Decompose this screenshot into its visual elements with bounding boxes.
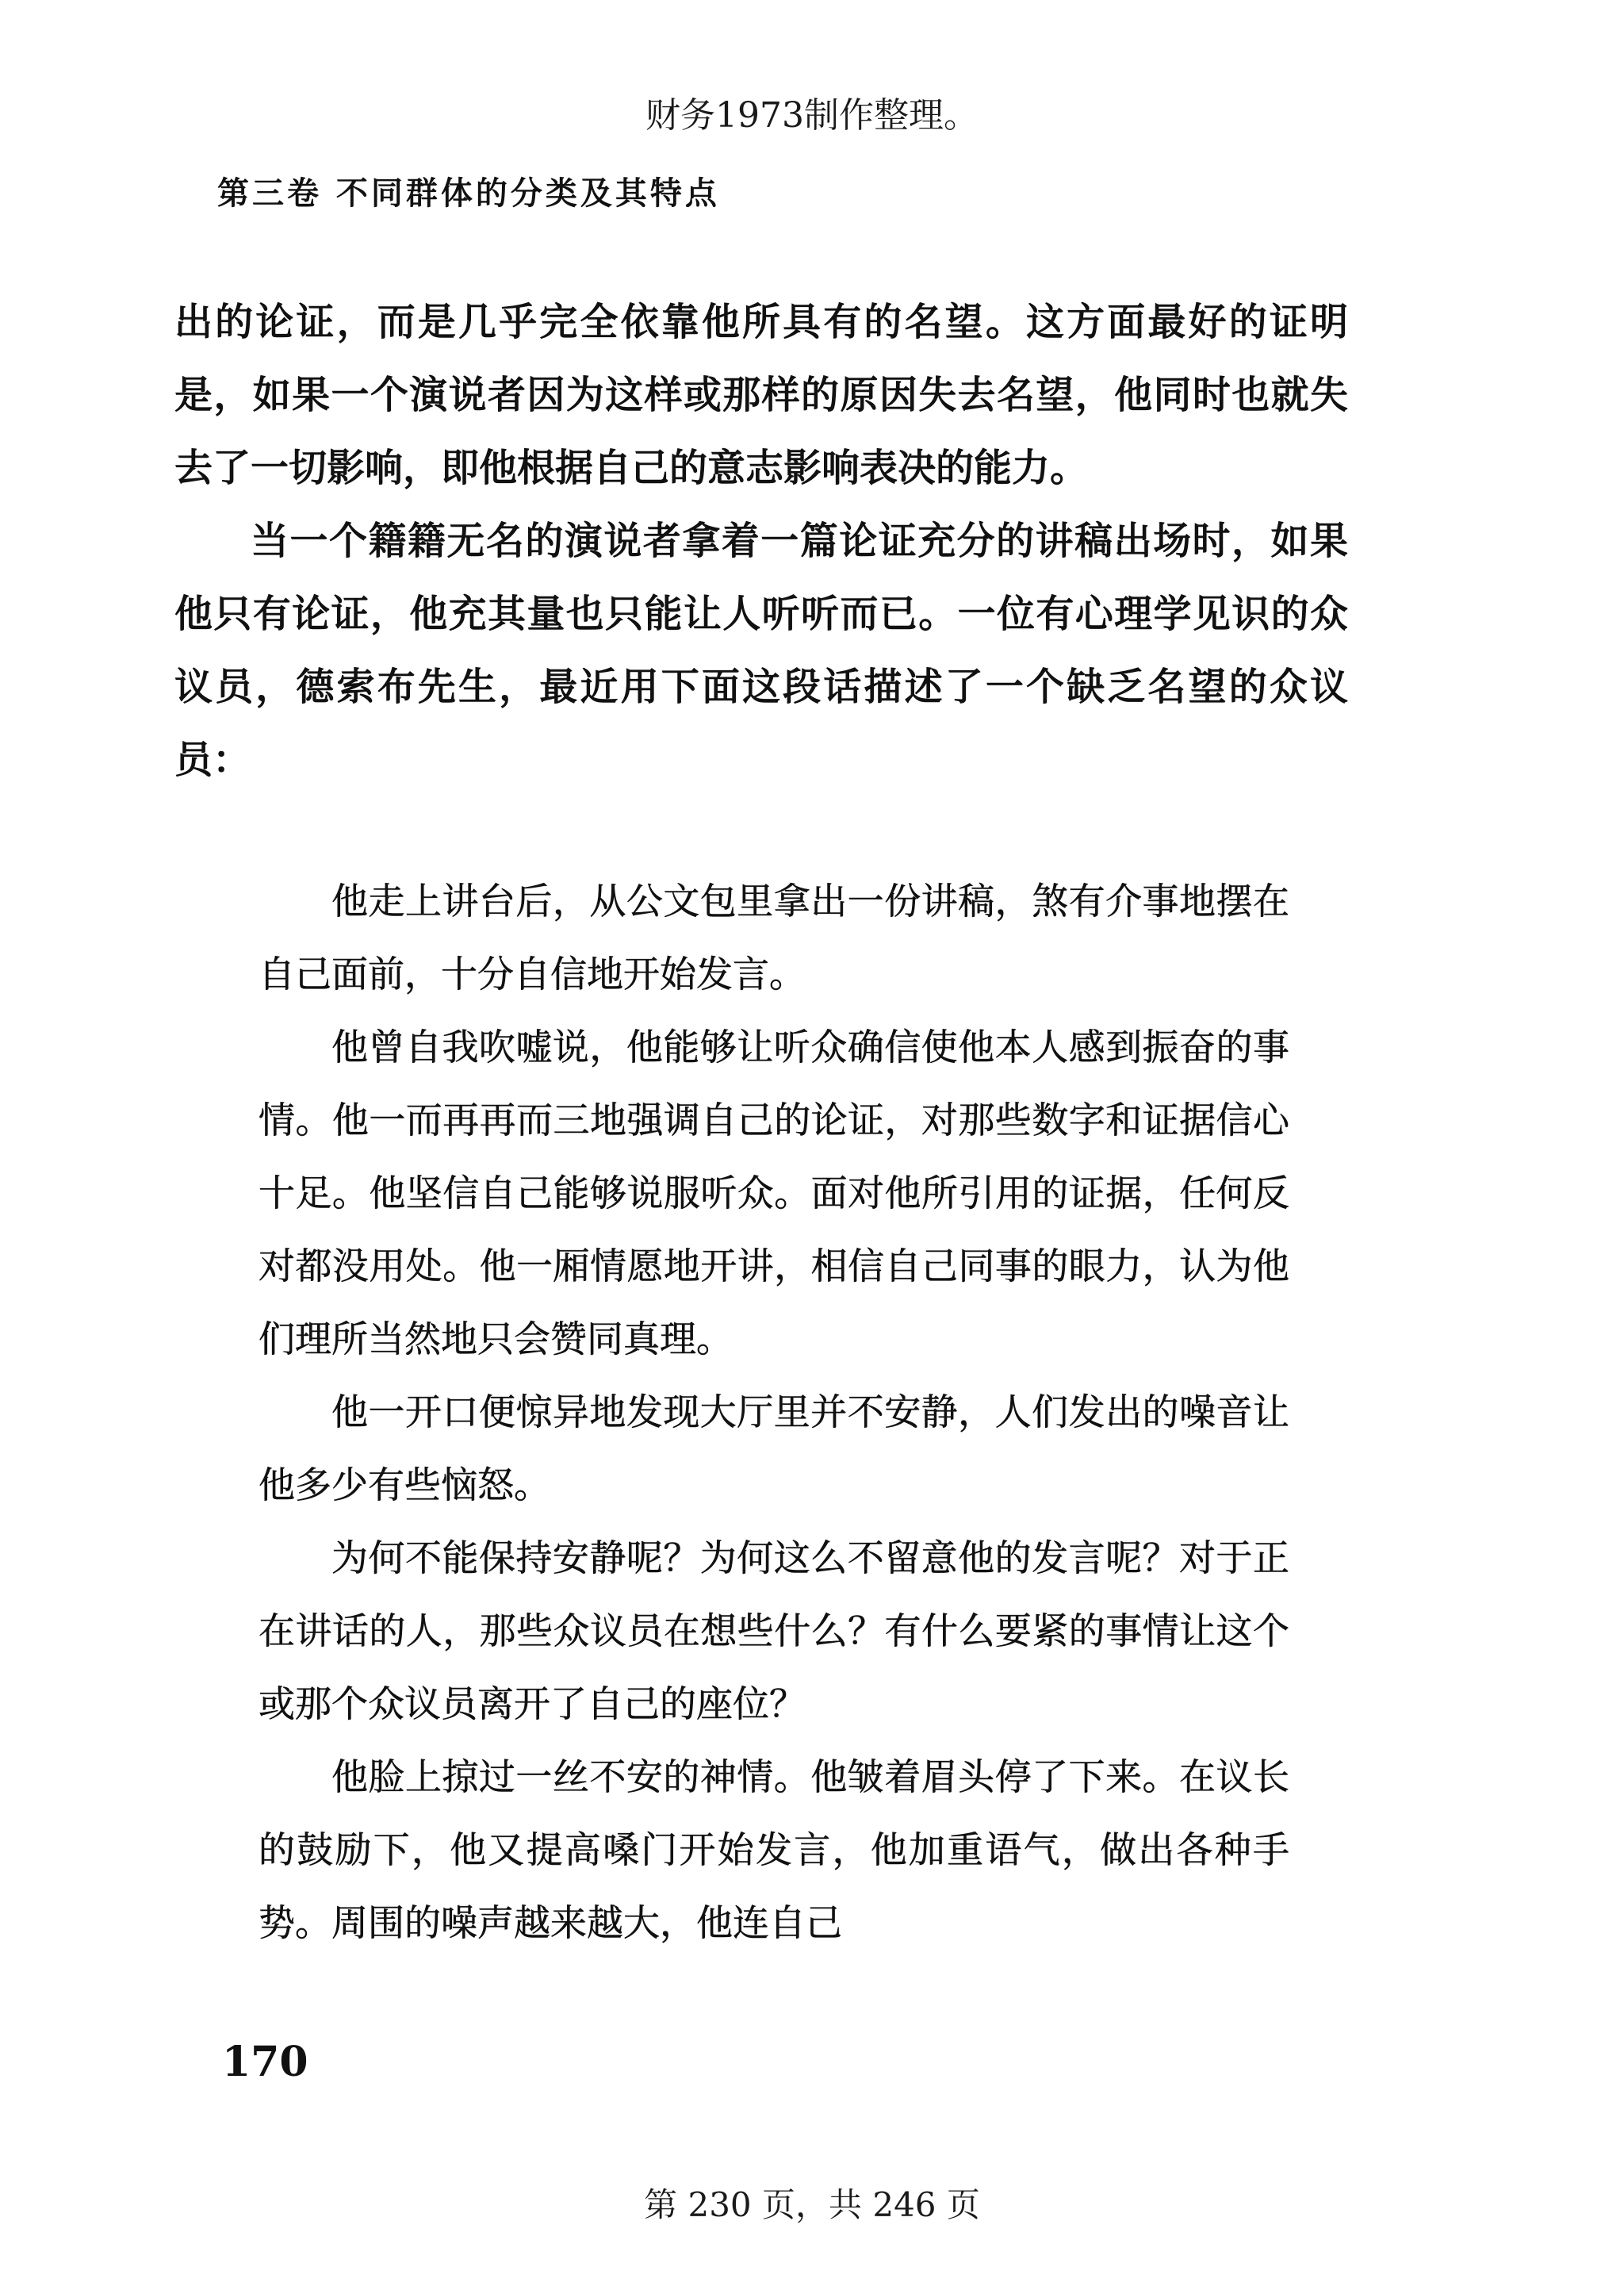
page-number: 170 [222, 2038, 308, 2086]
watermark-top-note: 财务1973制作整理。 [645, 95, 979, 136]
body-text [174, 286, 1348, 796]
body-paragraph: 出的论证，而是几乎完全依靠他所具有的名望。这方面最好的证明是，如果一个演说者因为这样或那样的原因失去名望，他同时也就失去了一切影响，即他根据自己的意志影响表决的能力。 [174, 300, 1348, 490]
quote-paragraph: 他走上讲台后，从公文包里拿出一份讲稿，煞有介事地摆在自己面前，十分自信地开始发言。 [259, 880, 1289, 995]
page-footer-note: 第 230 页，共 246 页 [644, 2185, 980, 2224]
quote-paragraph: 为何不能保持安静呢？为何这么不留意他的发言呢？对于正在讲话的人，那些众议员在想些什么？有什么要紧的事情让这个或那个众议员离开了自己的座位？ [259, 1536, 1289, 1725]
quote-paragraph: 他曾自我吹嘘说，他能够让听众确信使他本人感到振奋的事情。他一而再再而三地强调自己的论证，对那些数字和证据信心十足。他坚信自己能够说服听众。面对他所引用的证据，任何反对都没用处。他一厢情愿地开讲，相信自己同事的眼力，认为他们理所当然地只会赞同真理。 [259, 1026, 1289, 1360]
block-quote [259, 865, 1289, 1959]
quote-paragraph: 他脸上掠过一丝不安的神情。他皱着眉头停了下来。在议长的鼓励下，他又提高嗓门开始发言，他加重语气，做出各种手势。周围的噪声越来越大，他连自己 [259, 1755, 1289, 1944]
quote-paragraph: 他一开口便惊异地发现大厅里并不安静，人们发出的噪音让他多少有些恼怒。 [259, 1390, 1289, 1506]
body-paragraph: 当一个籍籍无名的演说者拿着一篇论证充分的讲稿出场时，如果他只有论证，他充其量也只能让人听听而已。一位有心理学见识的众议员，德索布先生，最近用下面这段话描述了一个缺乏名望的众议员： [174, 519, 1348, 782]
running-header: 第三卷 不同群体的分类及其特点 [217, 175, 720, 212]
